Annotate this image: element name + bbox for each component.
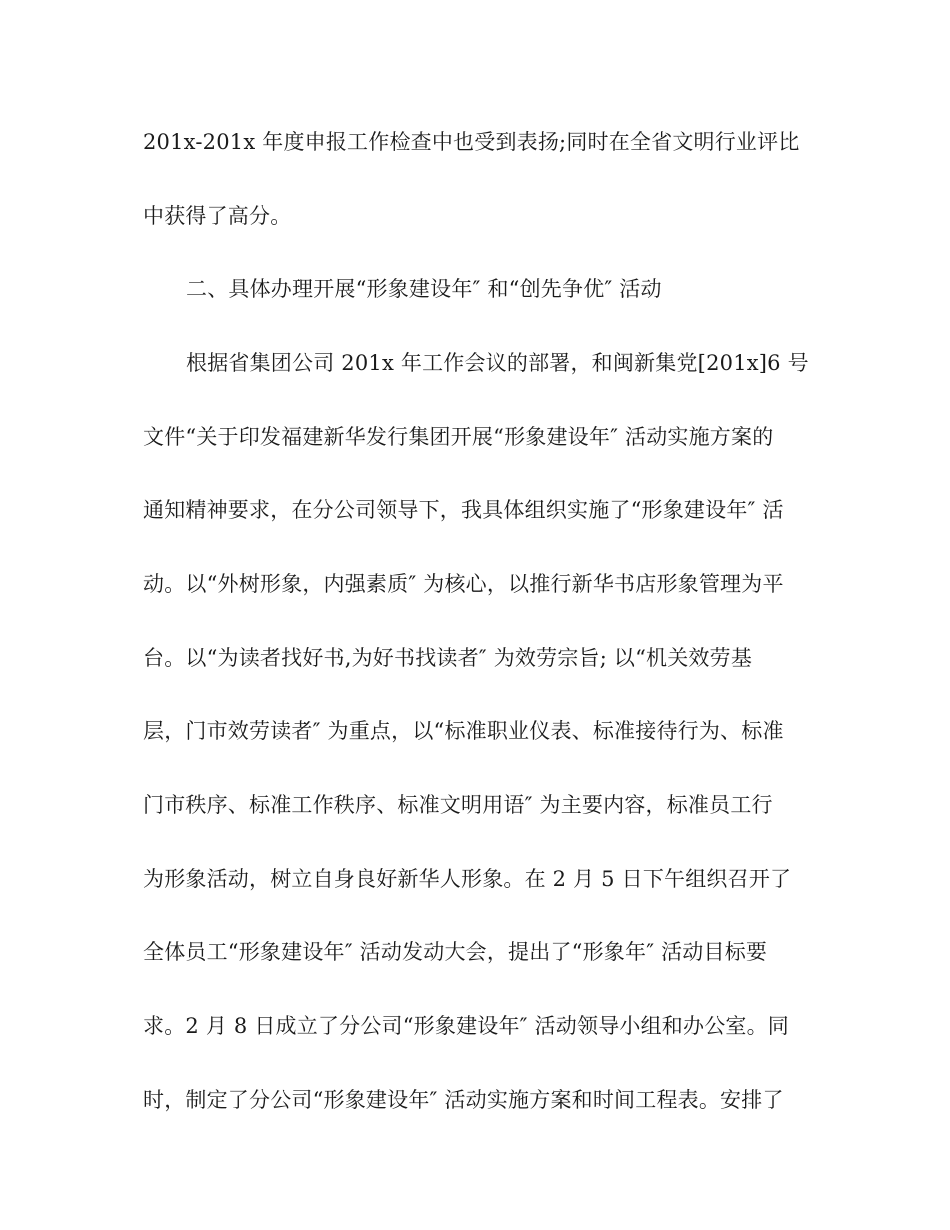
text-line-7: 动。以“外树形象，内强素质″ 为核心，以推行新华书店形象管理为平 [143, 572, 784, 596]
text-line-6: 通知精神要求，在分公司领导下，我具体组织实施了“形象建设年″ 活 [143, 498, 784, 522]
text-line-14: 时，制定了分公司“形象建设年″ 活动实施方案和时间工程表。安排了 [143, 1088, 784, 1112]
text-line-9: 层，门市效劳读者″ 为重点，以“标准职业仪表、标准接待行为、标准 [143, 719, 784, 743]
section-heading: 二、具体办理开展“形象建设年″ 和“创先争优″ 活动 [186, 277, 662, 301]
text-line-12: 全体员工“形象建设年″ 活动发动大会，提出了“形象年″ 活动目标要 [143, 940, 768, 964]
text-line-2: 中获得了高分。 [143, 204, 292, 228]
text-line-5: 文件“关于印发福建新华发行集团开展“形象建设年″ 活动实施方案的 [143, 425, 774, 449]
text-line-13: 求。2 月 8 日成立了分公司“形象建设年″ 活动领导小组和办公室。同 [143, 1014, 790, 1038]
text-line-1: 201x-201x 年度申报工作检查中也受到表扬;同时在全省文明行业评比 [143, 130, 800, 154]
text-line-10: 门市秩序、标准工作秩序、标准文明用语″ 为主要内容，标准员工行 [143, 793, 773, 817]
text-line-11: 为形象活动，树立自身良好新华人形象。在 2 月 5 日下午组织召开了 [143, 867, 792, 891]
paragraph-first-line: 根据省集团公司 201x 年工作会议的部署，和闽新集党[201x]6 号 [186, 351, 809, 375]
text-line-8: 台。以“为读者找好书,为好书找读者″ 为效劳宗旨; 以“机关效劳基 [143, 646, 753, 670]
